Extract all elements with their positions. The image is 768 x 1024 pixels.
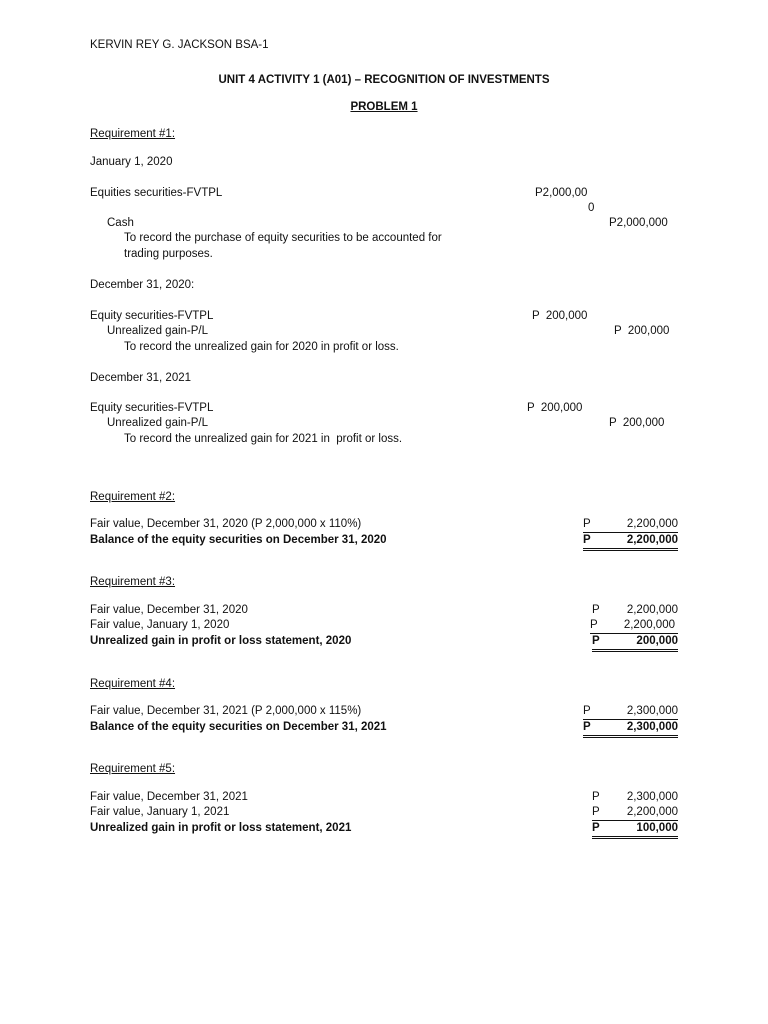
req3-fair-value-jan-amount	[590, 620, 678, 634]
peso-sign: P	[583, 518, 591, 530]
entry-1-credit-account: Cash	[107, 217, 134, 229]
entry-3-explanation: To record the unrealized gain for 2021 in profit or loss.	[124, 433, 403, 445]
amount-value: 2,200,000	[623, 619, 675, 631]
amount-value: 2,200,000	[626, 518, 678, 530]
req3-fair-value-dec-label: Fair value, December 31, 2020	[90, 604, 248, 616]
amount-value: 2,300,000	[626, 791, 678, 803]
entry-3-debit-amount: P 200,000	[527, 402, 583, 414]
entry-3-credit-account: Unrealized gain-P/L	[107, 417, 209, 429]
peso-sign: P	[583, 705, 591, 717]
entry-3-credit-amount: P 200,000	[609, 417, 665, 429]
req3-unrealized-gain-amount	[592, 636, 678, 652]
req4-balance-amount	[583, 722, 678, 738]
req5-fair-value-dec-label: Fair value, December 31, 2021	[90, 791, 248, 803]
entry-3-debit-account: Equity securities-FVTPL	[90, 402, 214, 414]
peso-sign: P	[592, 604, 600, 616]
entry-2-date: December 31, 2020:	[90, 279, 195, 291]
peso-sign: P	[592, 635, 600, 647]
entry-2-debit-account: Equity securities-FVTPL	[90, 310, 214, 322]
req2-fair-value-amount	[583, 519, 678, 533]
req5-unrealized-gain-amount	[592, 823, 678, 839]
entry-2-credit-account: Unrealized gain-P/L	[107, 325, 209, 337]
requirement-1-heading: Requirement #1:	[90, 128, 176, 140]
amount-value: 2,300,000	[626, 705, 678, 717]
peso-sign: P	[583, 721, 591, 733]
amount-value: 2,300,000	[626, 721, 678, 733]
peso-sign: P	[583, 534, 591, 546]
req2-balance-amount	[583, 535, 678, 551]
entry-3-date: December 31, 2021	[90, 372, 192, 384]
requirement-2-heading: Requirement #2:	[90, 491, 176, 503]
amount-value: 2,200,000	[626, 806, 678, 818]
amount-value: 100,000	[636, 822, 678, 834]
entry-1-explanation-cont: trading purposes.	[124, 248, 213, 260]
amount-value: 200,000	[636, 635, 678, 647]
req2-fair-value-label: Fair value, December 31, 2020 (P 2,000,000 x 110%)	[90, 518, 362, 530]
entry-1-debit-amount-wrap: 0	[588, 202, 595, 214]
req5-fair-value-dec-amount	[592, 792, 678, 805]
entry-2-explanation: To record the unrealized gain for 2020 in profit or loss.	[124, 341, 399, 353]
peso-sign: P	[590, 619, 598, 631]
req4-fair-value-amount	[583, 706, 678, 720]
requirement-5-heading: Requirement #5:	[90, 763, 176, 775]
peso-sign: P	[592, 791, 600, 803]
entry-1-credit-amount: P2,000,000	[609, 217, 668, 229]
peso-sign: P	[592, 806, 600, 818]
req3-fair-value-jan-label: Fair value, January 1, 2020	[90, 619, 230, 631]
entry-1-date: January 1, 2020	[90, 156, 173, 168]
amount-value: 2,200,000	[626, 534, 678, 546]
entry-1-debit-account: Equities securities-FVTPL	[90, 187, 223, 199]
entry-1-explanation: To record the purchase of equity securities to be accounted for	[124, 232, 442, 244]
req5-unrealized-gain-label: Unrealized gain in profit or loss statement, 2021	[90, 822, 352, 834]
req5-fair-value-jan-label: Fair value, January 1, 2021	[90, 806, 230, 818]
req3-fair-value-dec-amount	[592, 605, 678, 618]
req5-fair-value-jan-amount	[592, 807, 678, 821]
requirement-4-heading: Requirement #4:	[90, 678, 176, 690]
requirement-3-heading: Requirement #3:	[90, 576, 176, 588]
entry-1-debit-amount: P2,000,00	[535, 187, 588, 199]
peso-sign: P	[592, 822, 600, 834]
req3-unrealized-gain-label: Unrealized gain in profit or loss statement, 2020	[90, 635, 352, 647]
req2-balance-label: Balance of the equity securities on December 31, 2020	[90, 534, 387, 546]
entry-2-credit-amount: P 200,000	[614, 325, 670, 337]
req4-balance-label: Balance of the equity securities on December 31, 2021	[90, 721, 387, 733]
amount-value: 2,200,000	[626, 604, 678, 616]
student-name: KERVIN REY G. JACKSON BSA-1	[90, 39, 269, 51]
problem-heading: PROBLEM 1	[350, 101, 418, 113]
req4-fair-value-label: Fair value, December 31, 2021 (P 2,000,000 x 115%)	[90, 705, 362, 717]
document-title: UNIT 4 ACTIVITY 1 (A01) – RECOGNITION OF INVESTMENTS	[218, 74, 550, 86]
entry-2-debit-amount: P 200,000	[532, 310, 588, 322]
